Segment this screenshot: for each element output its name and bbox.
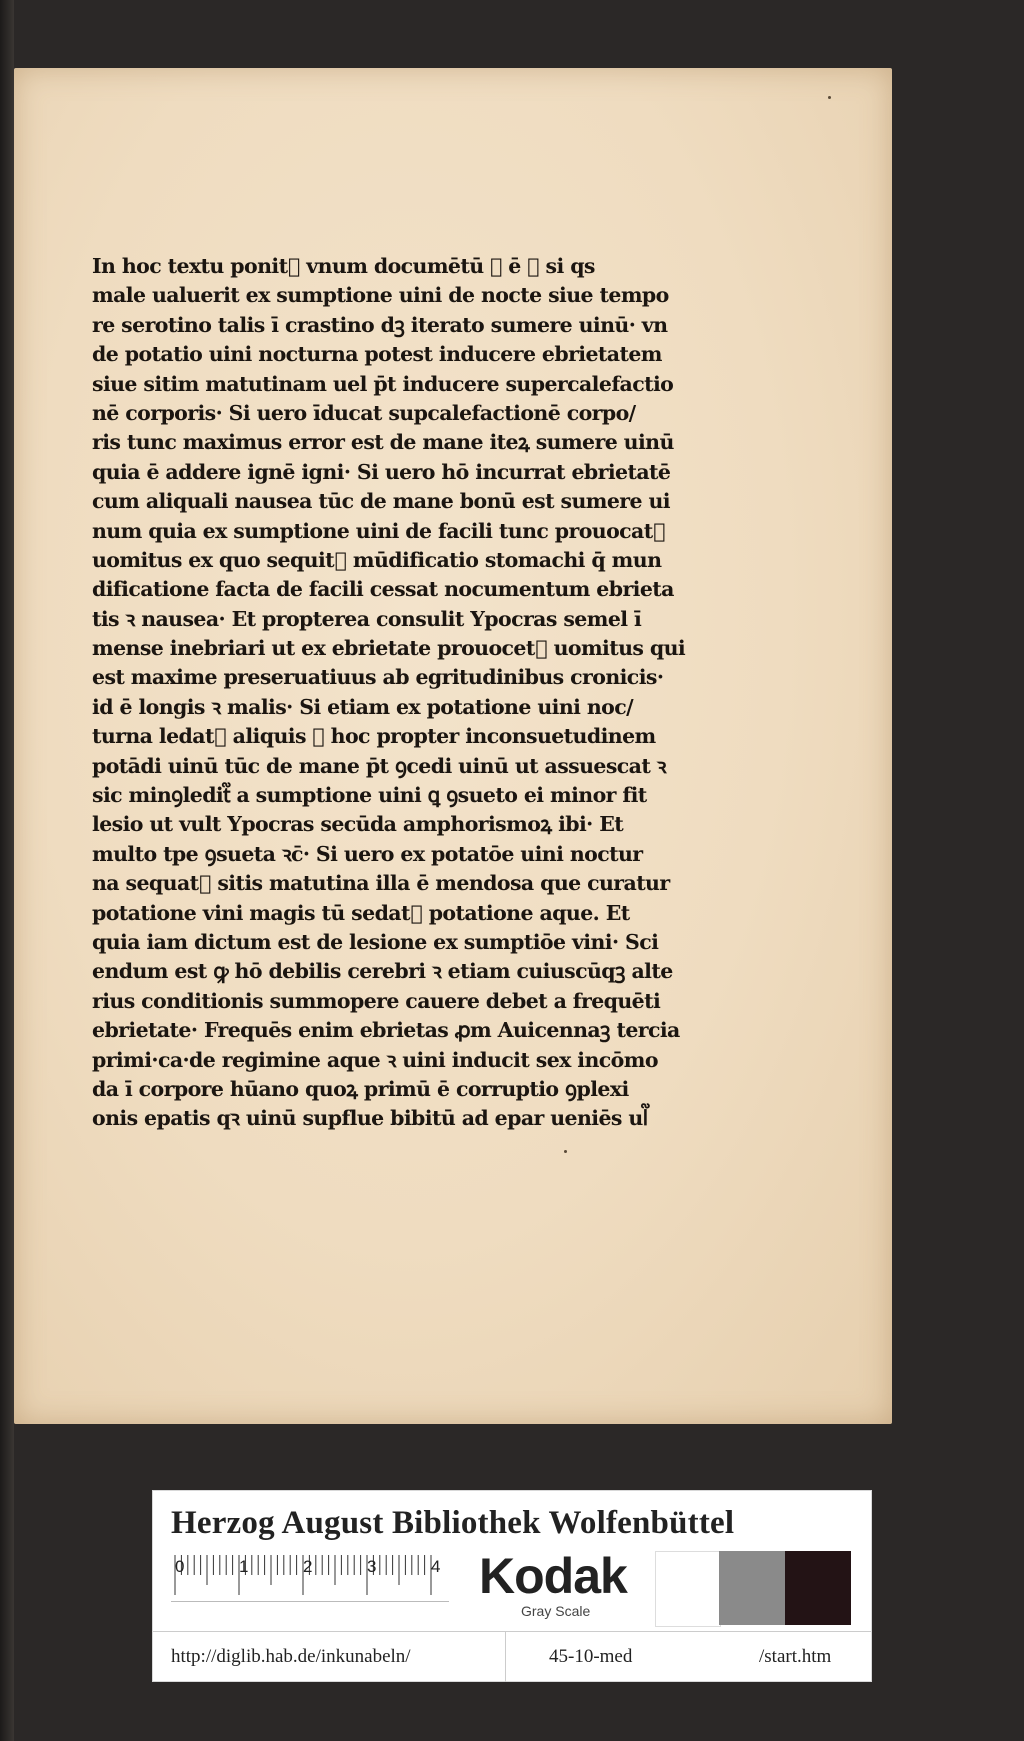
text-line: turna ledat᷑ aliquis ꝛ hoc propter inconsuetudinem [92, 724, 656, 749]
text-line: re serotino talis ī crastino dꝫ iterato sumere uinū· vn [92, 312, 668, 337]
source-url: http://diglib.hab.de/inkunabeln/ [171, 1646, 411, 1667]
ruler-number: 1 [239, 1557, 249, 1576]
text-line: num quia ex sumptione uini de facili tunc prouocat᷑ [92, 518, 665, 543]
shelf-code: 45-10-med [549, 1646, 633, 1667]
text-line: cum aliquali nausea tūc de mane bonū est sumere ui [92, 489, 670, 514]
ruler-number: 3 [367, 1557, 377, 1576]
text-line: mense inebriari ut ex ebrietate prouocet᷑ uomitus qui [92, 636, 686, 661]
text-line: nē corporis· Si uero īducat supcalefactionē corpo/ [92, 400, 636, 425]
text-line: lesio ut vult Ypocras secūda amphorismoꝝ ibi· Et [92, 812, 624, 837]
text-line: dificatione facta de facili cessat nocumentum ebrieta [92, 577, 674, 602]
paper-speck [828, 96, 831, 99]
text-line: id ē longis ꝛ malis· Si etiam ex potatione uini noc/ [92, 694, 634, 719]
ruler-number: 2 [303, 1557, 313, 1576]
divider [505, 1632, 506, 1682]
text-line: est maxime preseruatiuus ab egritudinibus cronicis· [92, 665, 664, 690]
gray-patch-mid [719, 1551, 785, 1625]
text-line: de potatio uini nocturna potest inducere ebrietatem [92, 342, 662, 367]
text-line: potādi uinū tūc de mane p̄t ꝯcedi uinū ut assuescat ꝛ [92, 753, 666, 778]
text-line: potatione vini magis tū sedat᷑ potatione aque. Et [92, 900, 630, 925]
gray-scale-label: Gray Scale [521, 1603, 591, 1619]
color-target-card [152, 1490, 872, 1682]
text-line: male ualuerit ex sumptione uini de nocte siue tempo [92, 283, 669, 308]
ruler-number: 4 [431, 1557, 441, 1576]
text-line: quia iam dictum est de lesione ex sumptiōe vini· Sci [92, 929, 659, 954]
text-line: rius conditionis summopere cauere debet a frequēti [92, 988, 661, 1013]
text-line: quia ē addere ignē igni· Si uero hō incurrat ebrietatē [92, 459, 671, 484]
kodak-logo: Kodak [479, 1548, 627, 1604]
text-line: ebrietate· Frequēs enim ebrietas ꝓm Auicennaꝫ tercia [92, 1018, 680, 1043]
text-line: siue sitim matutinam uel p̄t inducere supercalefactio [92, 371, 674, 396]
text-line: da ī corpore hūano quoꝝ primū ē corruptio ꝯplexi [92, 1076, 629, 1101]
text-line: tis ꝛ nausea· Et propterea consulit Ypocras semel ī [92, 606, 642, 631]
gray-patch-white [655, 1551, 721, 1627]
text-line: multo tpe ꝯsueta ꝛc̄· Si uero ex potatōe uini noctur [92, 841, 643, 866]
manuscript-page [14, 68, 892, 1424]
text-line: uomitus ex quo sequit᷑ mūdificatio stomachi q̄ mun [92, 547, 662, 572]
footer-row [153, 1631, 871, 1682]
text-line: primi·ca·de regimine aque ꝛ uini inducit sex incōmo [92, 1047, 658, 1072]
paper-speck [564, 1150, 567, 1153]
body-text [92, 252, 686, 1134]
ruler-number: 0 [175, 1557, 185, 1576]
text-line: onis epatis qꝛ uinū supflue bibitū ad epar ueniēs ul᷑ [92, 1106, 648, 1131]
text-line: sic minꝯledit᷑ a sumptione uini ꝗ ꝯsueto ei minor fit [92, 783, 647, 808]
start-link: /start.htm [759, 1646, 832, 1667]
text-line: ris tunc maximus error est de mane iteꝝ sumere uinū [92, 430, 674, 455]
text-line: na sequat᷑ sitis matutina illa ē mendosa que curatur [92, 871, 670, 896]
library-title: Herzog August Bibliothek Wolfenbüttel [171, 1505, 735, 1541]
book-edge [0, 0, 14, 1741]
text-line: In hoc textu ponit᷑ vnum documētū ꝛ ē ꝙ si qs [92, 254, 595, 278]
text-line: endum est ꝙ hō debilis cerebri ꝛ etiam cuiuscūqꝫ alte [92, 959, 673, 984]
gray-patch-dark [785, 1551, 851, 1625]
